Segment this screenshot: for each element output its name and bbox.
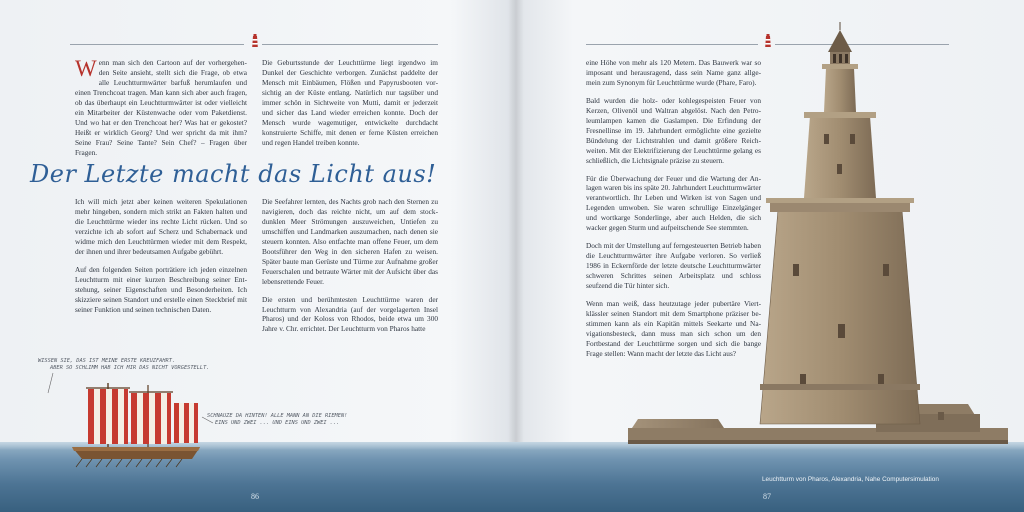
paragraph: Bald wurden die holz- oder kohlegespeisten Feuer von Kerzen, Olivenöl und Waltran abgelöst. Nach den Petroleumlampen kamen die Gaslampen. Die Erfindung der Fresnellinse im 19. Jahrhundert ermöglichte eine gezielte Bündelung der Lichtstrahlen und damit größere Reichweiten. Mit der Elektrifizierung der Leuchttürme gelang es schließlich, die Lichtsignale präzise zu steuern. — [586, 95, 761, 165]
paragraph: Die ersten und berühmtesten Leuchttürme waren der Leuchtturm von Alexandria (auf der vorgelagerten Insel Pharos) und der Koloss von Rhodos, beide etwa um 300 Jahre v. Chr. errichtet. Der Leuchtturm von Pharos hatte — [262, 294, 438, 334]
lighthouse-header-icon — [251, 34, 259, 48]
left-column-1-top — [75, 58, 247, 166]
paragraph: Die Geburtsstunde der Leuchttürme liegt irgendwo im Dunkel der Geschichte verborgen. Zunächst paddelte der Mensch mit Einbäumen, Flößen und Papyrusbooten vorsichtig an der Küste entlang. Natürlich nur tagsüber und immer schön in Sichtweite von Mutti, damit er jederzeit und sicher das Land wieder erreichen konnte. Doch der Mensch wurde wagemutiger, entwickelte durchdacht konstruierte Schiffe, mit denen er ferne Küsten erreichen und regen Handel treiben konnte. — [262, 58, 438, 147]
paragraph: Wenn man weiß, dass heutzutage jeder pubertäre Viertklässler seinen Standort mit dem Smartphone präziser bestimmen kann als ein Kapitän mittels Seekarte und Navigationsbesteck, dann muss man sich schon um den Fortbestand der Leuchttürme sorgen und sich die bange Frage stellen: Wann macht der letzte das Licht aus? — [586, 299, 761, 358]
speech-line: SCHNAUZE DA HINTEN! ALLE MANN AN DIE RIEMEN! — [207, 413, 348, 419]
image-caption: Leuchtturm von Pharos, Alexandria, Nahe Computersimulation — [762, 476, 939, 483]
left-column-2-lower — [262, 197, 438, 342]
paragraph: eine Höhe von mehr als 120 Metern. Das Bauwerk war so imposant und herausragend, dass sein Name ganz allgemein zum Synonym für Leuchttürme wurde (Phare, Faro). — [586, 58, 761, 87]
left-header-rule — [70, 44, 244, 45]
left-column-2 — [262, 58, 438, 156]
section-heading: Der Letzte macht das Licht aus! — [30, 160, 437, 188]
intro-text: enn man sich den Cartoon auf der vorhergehen- den Seite ansieht, stellt sich die Frage, ob etwa alle Leuchtturmwärter barfuß herumlaufen und einen Trenchcoat tragen. Man kann sich aber auch fragen, ob das überhaupt ein Leuchtturmwärter ist oder vielleicht ein Mitarbeiter der Küstenwache oder vom Paketdienst. Und wo hat er den Trenchcoat her? Was hat er gekostet? Heißt er wirklich Georg? Und wer spricht da mit ihm? Seine Frau? Seine Tante? Sein Chef? – Fragen über Fragen. — [75, 58, 247, 157]
ship-illustration — [68, 375, 208, 465]
intro-paragraph — [75, 58, 247, 158]
speech-line: ABER SO SCHLIMM HAB ICH MIR DAS NICHT VORGESTELLT. — [50, 365, 210, 371]
speech-line: WISSEN SIE, DAS IST MEINE ERSTE KREUZFAHRT. — [38, 358, 176, 364]
paragraph: Die Seefahrer lernten, des Nachts grob nach den Sternen zu navigieren, doch das reichte nicht, um auf dem stockdunklen Meer Strömungen auszuweichen, Untiefen zu umschiffen und Landmarken auszumachen, nach denen sie steuern konnten. Also entfachte man offene Feuer, um dem Bootsführer den Weg in den sicheren Hafen zu weisen. Später baute man Gerüste und Türme zur Aufnahme großer Feuerschalen und betraute Wärter mit der Aufsicht über das lebensrettende Feuer. — [262, 197, 438, 286]
page-number-left: 86 — [251, 492, 259, 501]
drop-cap: W — [75, 56, 97, 81]
paragraph: Ich will mich jetzt aber keinen weiteren Spekulationen mehr hingeben, sondern mich strikt an Fakten halten und die Leuchttürme wieder ins rechte Licht rücken. Und so verzichte ich ab sofort auf Scherz und Schabernack und widme mich den Leuchttürmen wieder mit dem Respekt, der ihnen und ihrer bedeutsamen Aufgabe gebührt. — [75, 197, 247, 256]
paragraph: Doch mit der Umstellung auf ferngesteuerten Betrieb haben die Leuchtturmwärter ihre Aufgabe verloren. So verließ 1986 in Eckernförde der letzte deutsche Leuchtturmwärter schweren Schrittes seinen Arbeitsplatz und schloss seufzend die Tür hinter sich. — [586, 241, 761, 291]
book-spine — [508, 0, 524, 512]
left-header-rule-2 — [262, 44, 438, 45]
speech-bubble-passenger — [38, 358, 209, 372]
left-column-1-lower — [75, 197, 247, 322]
speech-bubble-captain — [207, 413, 347, 427]
paragraph: Für die Überwachung der Feuer und die Wartung der Anlagen waren bis ins späte 20. Jahrhundert Leuchtturmwärter verantwortlich. Ihr Leben und Wirken ist von Sagen und Legenden umwoben. Sie waren schrullige Einzelgänger und wortkarge Sonderlinge, aber auch Helden, die sich wacker gegen Sturm und aufpeitschende See stemmten. — [586, 173, 761, 233]
page-number-right: 87 — [763, 492, 771, 501]
paragraph: Auf den folgenden Seiten porträtiere ich jeden einzelnen Leuchtturm mit einer kurzen Beschreibung seiner Entstehung, seiner Eigenschaften und Besonderheiten. Ich skizziere seinen Standort und erstelle einen Steckbrief mit seiner Funktion und seinen technischen Daten. — [75, 264, 247, 314]
lighthouse-illustration — [628, 24, 1008, 464]
speech-line: EINS UND ZWEI ... UND EINS UND ZWEI ... — [215, 420, 340, 426]
